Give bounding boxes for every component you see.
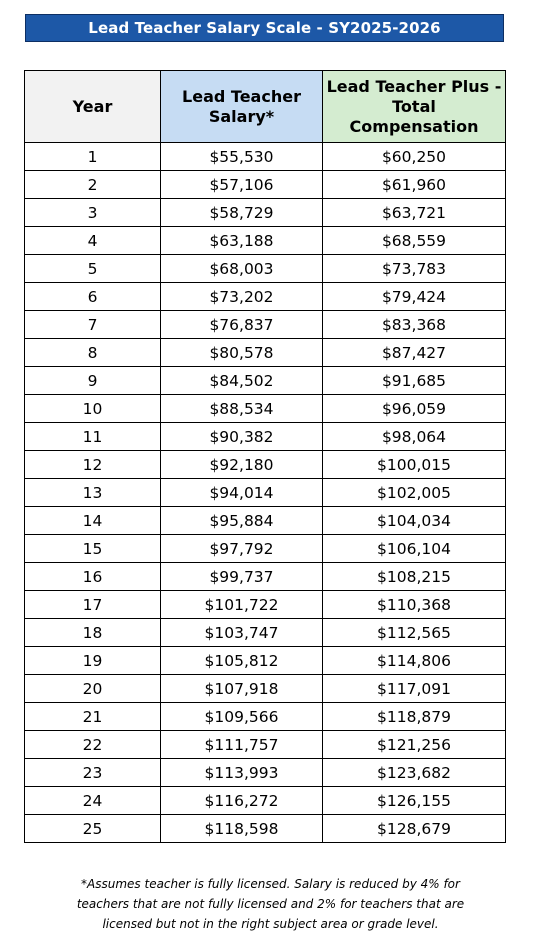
footnote-line3: licensed but not in the right subject area or grade level. [102, 917, 439, 931]
year-cell: 12 [25, 451, 161, 479]
total-compensation-cell: $73,783 [323, 255, 506, 283]
table-row [25, 143, 506, 171]
year-cell: 10 [25, 395, 161, 423]
table-row [25, 731, 506, 759]
table-row [25, 787, 506, 815]
total-compensation-cell: $98,064 [323, 423, 506, 451]
lead-salary-cell: $113,993 [161, 759, 323, 787]
year-cell: 9 [25, 367, 161, 395]
lead-salary-cell: $95,884 [161, 507, 323, 535]
column-header-plus-line3: Compensation [349, 116, 479, 136]
table-row [25, 395, 506, 423]
total-compensation-cell: $112,565 [323, 619, 506, 647]
lead-salary-cell: $107,918 [161, 675, 323, 703]
table-row [25, 255, 506, 283]
lead-salary-cell: $105,812 [161, 647, 323, 675]
year-cell: 1 [25, 143, 161, 171]
footnote-line1: *Assumes teacher is fully licensed. Salary is reduced by 4% for [81, 877, 460, 891]
year-cell: 14 [25, 507, 161, 535]
salary-scale-table [24, 70, 506, 843]
total-compensation-cell: $121,256 [323, 731, 506, 759]
table-row [25, 619, 506, 647]
year-cell: 25 [25, 815, 161, 843]
total-compensation-cell: $128,679 [323, 815, 506, 843]
year-cell: 16 [25, 563, 161, 591]
column-header-plus-line2: Total [392, 96, 436, 116]
table-row [25, 759, 506, 787]
lead-salary-cell: $88,534 [161, 395, 323, 423]
table-row [25, 675, 506, 703]
total-compensation-cell: $104,034 [323, 507, 506, 535]
table-row [25, 171, 506, 199]
column-header-lead-line2: Salary* [208, 106, 275, 126]
total-compensation-cell: $83,368 [323, 311, 506, 339]
lead-salary-cell: $76,837 [161, 311, 323, 339]
year-cell: 5 [25, 255, 161, 283]
year-cell: 24 [25, 787, 161, 815]
table-row [25, 815, 506, 843]
footnote [40, 874, 501, 934]
year-cell: 13 [25, 479, 161, 507]
total-compensation-cell: $102,005 [323, 479, 506, 507]
total-compensation-cell: $61,960 [323, 171, 506, 199]
total-compensation-cell: $114,806 [323, 647, 506, 675]
table-header-row [25, 71, 506, 143]
lead-salary-cell: $101,722 [161, 591, 323, 619]
total-compensation-cell: $126,155 [323, 787, 506, 815]
table-row [25, 647, 506, 675]
year-cell: 6 [25, 283, 161, 311]
footnote-line2: teachers that are not fully licensed and 2% for teachers that are [76, 897, 465, 911]
column-header-plus-line1: Lead Teacher Plus - [326, 76, 502, 96]
year-cell: 19 [25, 647, 161, 675]
table-row [25, 451, 506, 479]
lead-salary-cell: $55,530 [161, 143, 323, 171]
lead-salary-cell: $109,566 [161, 703, 323, 731]
table-row [25, 311, 506, 339]
lead-salary-cell: $103,747 [161, 619, 323, 647]
lead-salary-cell: $63,188 [161, 227, 323, 255]
lead-salary-cell: $94,014 [161, 479, 323, 507]
year-cell: 8 [25, 339, 161, 367]
lead-salary-cell: $118,598 [161, 815, 323, 843]
total-compensation-cell: $108,215 [323, 563, 506, 591]
total-compensation-cell: $106,104 [323, 535, 506, 563]
table-row [25, 535, 506, 563]
total-compensation-cell: $118,879 [323, 703, 506, 731]
year-cell: 17 [25, 591, 161, 619]
year-cell: 4 [25, 227, 161, 255]
table-row [25, 339, 506, 367]
lead-salary-cell: $97,792 [161, 535, 323, 563]
table-row [25, 227, 506, 255]
year-cell: 21 [25, 703, 161, 731]
table-row [25, 703, 506, 731]
column-header-lead-teacher-salary [161, 71, 323, 143]
total-compensation-cell: $91,685 [323, 367, 506, 395]
year-cell: 23 [25, 759, 161, 787]
total-compensation-cell: $110,368 [323, 591, 506, 619]
column-header-year-label: Year [72, 96, 113, 116]
page-title: Lead Teacher Salary Scale - SY2025-2026 [88, 19, 441, 37]
column-header-lead-teacher-plus [323, 71, 506, 143]
total-compensation-cell: $79,424 [323, 283, 506, 311]
lead-salary-cell: $90,382 [161, 423, 323, 451]
table-row [25, 423, 506, 451]
lead-salary-cell: $92,180 [161, 451, 323, 479]
total-compensation-cell: $100,015 [323, 451, 506, 479]
column-header-lead-line1: Lead Teacher [182, 86, 301, 106]
page-title-bar [25, 14, 504, 42]
lead-salary-cell: $111,757 [161, 731, 323, 759]
total-compensation-cell: $60,250 [323, 143, 506, 171]
lead-salary-cell: $73,202 [161, 283, 323, 311]
total-compensation-cell: $123,682 [323, 759, 506, 787]
lead-salary-cell: $80,578 [161, 339, 323, 367]
year-cell: 3 [25, 199, 161, 227]
lead-salary-cell: $68,003 [161, 255, 323, 283]
year-cell: 18 [25, 619, 161, 647]
year-cell: 2 [25, 171, 161, 199]
lead-salary-cell: $84,502 [161, 367, 323, 395]
total-compensation-cell: $87,427 [323, 339, 506, 367]
table-row [25, 199, 506, 227]
table-row [25, 479, 506, 507]
total-compensation-cell: $63,721 [323, 199, 506, 227]
lead-salary-cell: $57,106 [161, 171, 323, 199]
lead-salary-cell: $99,737 [161, 563, 323, 591]
total-compensation-cell: $96,059 [323, 395, 506, 423]
year-cell: 11 [25, 423, 161, 451]
table-row [25, 591, 506, 619]
table-row [25, 283, 506, 311]
year-cell: 22 [25, 731, 161, 759]
lead-salary-cell: $116,272 [161, 787, 323, 815]
table-body [25, 143, 506, 843]
year-cell: 15 [25, 535, 161, 563]
table-row [25, 367, 506, 395]
year-cell: 20 [25, 675, 161, 703]
year-cell: 7 [25, 311, 161, 339]
total-compensation-cell: $117,091 [323, 675, 506, 703]
total-compensation-cell: $68,559 [323, 227, 506, 255]
column-header-year [25, 71, 161, 143]
table-row [25, 507, 506, 535]
lead-salary-cell: $58,729 [161, 199, 323, 227]
table-row [25, 563, 506, 591]
